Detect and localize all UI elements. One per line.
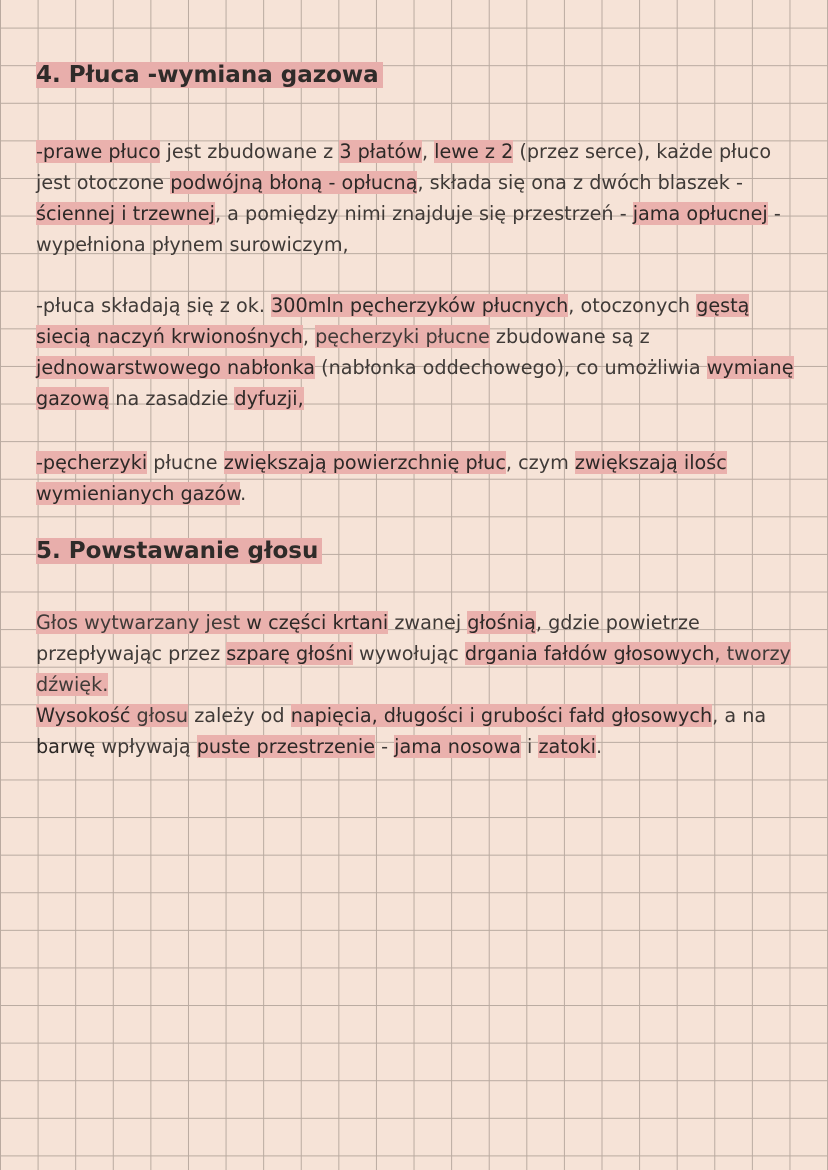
text-run: . [595,735,603,758]
bold-highlighted-text-run: drgania fałdów głosowych [464,642,715,665]
text-run: wywołując [352,642,465,665]
text-run: (nabłonka oddechowego), co umożliwia [315,356,707,379]
text-run: (przez serce), każde płuco jest otoczone [36,140,772,194]
section-4-paragraph-1 [36,136,796,260]
bold-highlighted-text-run: jama nosowa [394,735,521,758]
bold-text-run: barwę [36,735,96,758]
text-run: , [421,140,435,163]
bold-highlighted-text-run: Wysokość [36,704,131,727]
text-run: , gdzie powietrze przepływając przez [36,611,700,665]
text-run: - wypełniona płynem surowiczym, [36,202,781,256]
text-run: -płuca składają się z ok. [36,294,272,317]
highlighted-text-run: , tworzy dźwięk. [36,642,791,696]
section-4-paragraph-2 [36,290,796,414]
text-run: . [240,482,247,505]
bold-highlighted-text-run: zatoki [538,735,596,758]
text-run: zwanej [388,611,468,634]
text-run: wpływają [95,735,197,758]
text-run: płucne [147,451,224,474]
bold-highlighted-text-run: szparę głośni [226,642,353,665]
text-run: zbudowane są z [489,325,650,348]
text-run: na zasadzie [109,387,235,410]
text-run: - [375,735,395,758]
text-run: , [302,325,316,348]
text-run: , składa się ona z dwóch blaszek - [417,171,743,194]
text-run: , a na [712,704,767,727]
bold-highlighted-text-run: wymianę gazową [36,356,794,410]
text-run: jest zbudowane z [160,140,340,163]
section-5-title: 5. Powstawanie głosu [36,538,322,564]
bold-highlighted-text-run: jama opłucnej [632,202,768,225]
bold-highlighted-text-run: -prawe płuco [36,140,161,163]
highlighted-text-run: głosu [130,704,189,727]
section-4-title: 4. Płuca -wymiana gazowa [36,62,383,88]
bold-highlighted-text-run: zwiększają ilośc wymienianych gazów [36,451,727,505]
bold-highlighted-text-run: gęstą siecią naczyń krwionośnych [36,294,750,348]
bold-highlighted-text-run: głośnią [467,611,536,634]
text-run: , czym [505,451,575,474]
section-5-paragraph-1 [36,607,796,700]
bold-highlighted-text-run: zwiększają powierzchnię płuc [223,451,506,474]
section-4-paragraph-3 [36,447,796,509]
bold-highlighted-text-run: ściennej i trzewnej [36,202,215,225]
bold-highlighted-text-run: lewe z 2 [434,140,514,163]
text-run: zależy od [188,704,291,727]
bold-highlighted-text-run: jednowarstwowego nabłonka [36,356,316,379]
section-5-paragraph-2 [36,700,796,762]
text-run: , otoczonych [568,294,697,317]
bold-highlighted-text-run: puste przestrzenie [196,735,376,758]
text-run: , a pomiędzy nimi znajduje się przestrzeń - [214,202,633,225]
bold-highlighted-text-run: napięcia, długości i grubości fałd głosowych [290,704,713,727]
bold-highlighted-text-run: 3 płatów [339,140,422,163]
bold-highlighted-text-run: podwójną błoną - opłucną [170,171,418,194]
bold-highlighted-text-run: 300mln pęcherzyków płucnych [271,294,569,317]
highlighted-text-run: pęcherzyki płucne [315,325,490,348]
text-run: i [520,735,539,758]
bold-highlighted-text-run: -pęcherzyki [36,451,148,474]
highlighted-text-run: Głos wytwarzany jest [36,611,247,634]
bold-highlighted-text-run: w części krtani [246,611,389,634]
bold-highlighted-text-run: dyfuzji, [234,387,304,410]
